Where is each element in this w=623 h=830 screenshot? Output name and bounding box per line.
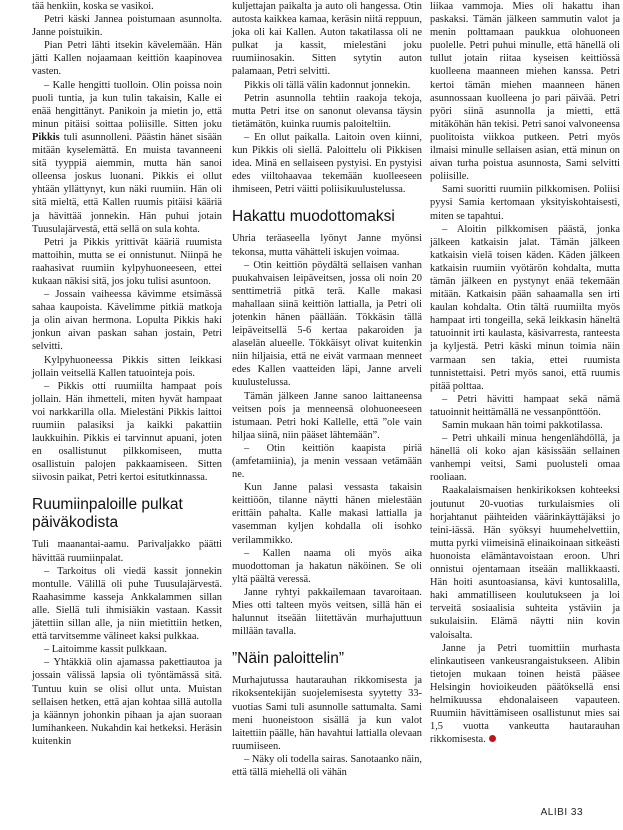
article-paragraph — [430, 183, 620, 222]
paragraph-text: – Otin keittiön kaapista piriä (amfetamiinia), ja menin vessaan vetämään ne. — [232, 442, 422, 481]
paragraph-text: – Petri hävitti hampaat sekä nämä tatuoinnit heittämällä ne vessanpönttöön. — [430, 393, 620, 418]
article-paragraph — [430, 432, 620, 484]
paragraph-text: – Näky oli todella sairas. Sanotaanko näin, että tällä miehellä oli vähän — [232, 753, 422, 778]
paragraph-text: kuljettajan paikalta ja auto oli hangessa. Otin autosta kaikkea kamaa, keräsin niitä reppuun, joka oli kai Kallen. Auton takatilassa oli ne pulkat ja kassit, mielestäni joku ruumiinosakin. Sitten sytytin auton palamaan, Petri selvitti. — [232, 1, 422, 78]
paragraph-text: Kylpyhuoneessa Pikkis sitten leikkasi jollain veitsellä Kallen tatuointeja pois. — [32, 354, 222, 379]
end-mark-icon — [489, 735, 496, 742]
paragraph-text: Sami suoritti ruumiin pilkkomisen. Poliisi pyysi Samia kertomaan yksityiskohtaisesti, miten se tapahtui. — [430, 184, 620, 222]
paragraph-text: – Tarkoitus oli viedä kassit jonnekin montulle. Välillä oli puhe Tuusulajärvestä. Raahasimme kasseja Ankkalammen sillan alle. Siellä tuli ihmisiäkin vastaan. Kassit jätettiin sillan alle, ja niin mietittiin hetken, että tarvitsemme välineet kaksi pulkkaa. — [32, 565, 222, 643]
paragraph-text: Petri käski Jannea poistumaan asunnolta. Janne poistuikin. — [32, 14, 222, 39]
article-paragraph — [430, 393, 620, 419]
paragraph-text: – Yhtäkkiä olin ajamassa pakettiautoa ja jossain välissä lapsia oli työntämässä sitä. Tuntuu kuin se olisi ollut unta. Muistan sellaisen hetken, että ajan kohtaa sillä autolla ja käännyn johonkin pihaan ja ajan suoraan lumihankeen. Nukahdin kai hetkeksi. Heräsin kuitenkin — [32, 657, 222, 747]
paragraph-text: Petri ja Pikkis yrittivät kääriä ruumista mattoihin, mutta se ei onnistunut. Niinpä he raahasivat ruumiin kylpyhuoneeseen, ettei kukaan näkisi sitä, jos joku tulisi asuntoon. — [32, 236, 222, 287]
article-paragraph — [232, 232, 422, 258]
article-paragraph — [430, 223, 620, 393]
article-column-3 — [430, 0, 620, 746]
article-paragraph — [232, 390, 422, 442]
article-paragraph — [232, 0, 422, 79]
section-heading: ”Näin paloittelin” — [232, 650, 344, 668]
article-paragraph — [232, 586, 422, 638]
article-paragraph — [430, 642, 620, 747]
paragraph-text: Pian Petri lähti itsekin kävelemään. Hän jätti Kallen nojaamaan keittiön kaapinovea vasten. — [32, 40, 222, 78]
paragraph-text: Murhajutussa hautarauhan rikkomisesta ja rikoksentekijän suojelemisesta syytetty 33-vuotias Sami tuli asunnolle sattumalta. Sami meni huoneistoon sisällä ja kun valot laitettiin päälle, hän havahtui lattialla olevaan ruumiiseen. — [232, 675, 422, 752]
article-paragraph — [32, 538, 222, 564]
paragraph-text: – Otin keittiön pöydältä sellaisen vanhan puukahvaisen leipäveitsen, jossa oli noin 20 senttimetriä pitkä terä. Kalle makasi mahallaan siinä keittiön lattialla, ja Petri oli jotenkin hänen päällään. Tökkäsin tällä leipäveitsellä 5-6 kertaa pakaroiden ja alaselän alueelle. Tökkäisyt olivat kuitenkin niin hiljaisia, että ne eivät varmaan menneet edes Kallen vaatteiden läpi, Janne arveli kuulustelussa. — [232, 259, 422, 389]
paragraph-text: – Laitoimme kassit pulkkaan. — [44, 644, 167, 656]
article-paragraph — [430, 0, 620, 183]
article-paragraph — [232, 131, 422, 196]
paragraph-text: Kun Janne palasi vessasta takaisin keittiöön, tilanne näytti hänen mielestään erittäin pahalta. Kalle makasi lattialla ja vasemman kyljen kohdalla oli isohko verilammikko. — [232, 482, 422, 546]
article-paragraph — [32, 288, 222, 353]
paragraph-text: tuli asunnolleni. Päästin hänet sisään mitään kyselemättä. En muista tavanneeni sitä tyyppiä aiemmin, mutta hän sanoi olleensa joskus luonani. Pikkis ei ollut yhtään yllättynyt, kun näki ruumiin. Hän oli sitä mieltä, että Kallen ruumis pitäisi kääriä ja hävittää jonnekin. Hän puhui jotain Tuusulajärvestä, että sellä on sula kohta. — [32, 131, 222, 235]
paragraph-text: liikaa vammoja. Mies oli hakattu ihan paskaksi. Tämän jälkeen sammutin valot ja menin polttamaan paukkua olohuoneen puolelle. Petri puhui minulle, että hänellä oli tullut jotain riitaa kyseisen keittiössä kuolleena maanneen miehen kanssa. Petri kertoi tämän miehen maanneen hänen asunnossaan kuolleena jo pari päivää. Petri pyöri siinä asunnolla ja mietti, että mitäköhän hän tekisi. Petri sanoi valvoneensa puolitoista viikkoa putkeen. Petri myös ilmaisi minulle sellaisen asian, että minun on aivan turha poistua asunnosta, Sami selvitti poliisille. — [430, 1, 620, 183]
article-paragraph — [430, 484, 620, 641]
article-paragraph — [232, 79, 422, 92]
article-paragraph — [32, 643, 222, 656]
article-paragraph — [232, 92, 422, 131]
paragraph-text: – Pikkis otti ruumiilta hampaat pois jollain. Hän ihmetteli, miten hyvät hampaat voi narkkarilla olla. Mielestäni Pikkis laittoi ruumiin palasiksi ja kaikki pakattiin laukkuihin. Pikkis ei tarvinnut apuani, joten en osallistunut pilkkomiseen, mutta osallistuin palojen pakkaamiseen. Sitten siivosin paikat, Petri kertoi esitutkinnassa. — [32, 380, 222, 484]
paragraph-text: Pikkis oli tällä välin kadonnut jonnekin. — [244, 79, 411, 91]
paragraph-text: Tuli maanantai-aamu. Parivaljakko päätti hävittää ruumiinpalat. — [32, 539, 222, 564]
article-paragraph — [32, 13, 222, 39]
article-paragraph — [32, 39, 222, 78]
paragraph-text: – Kalle hengitti tuolloin. Olin poissa noin puoli tuntia, ja kun tulin takaisin, Kalle ei enää hengittänyt. Panikoin ja mietin jo, että minun pitäisi soittaa poliisille. Sitten joku — [32, 79, 222, 130]
article-column-2 — [232, 0, 422, 779]
paragraph-text: Raakalaismaisen henkirikoksen kohteeksi joutunut 20-vuotias turkulaismies oli horjahtanut päihteiden väärinkäyttäjäksi jo teini-iässä. Hän syöksyi huumehelvettiin, mutta pyrki viimeisinä elinaikoinaan sitkeästi huonoista elämäntavoistaan eroon. Uhri onnistui ojentamaan itseään mallikkaasti. Hän hoiti asuntoasiansa, kävi kuntosalilla, haki ammatilliseen koulutukseen ja loi terveitä sosiaalisia suhteita ystäviin ja sukulaisiin. Elämä näytti niin kovin valoisalta. — [430, 485, 620, 641]
article-paragraph — [32, 380, 222, 485]
article-paragraph — [32, 354, 222, 380]
article-paragraph — [32, 0, 222, 13]
paragraph-text: Tämän jälkeen Janne sanoo laittaneensa veitsen pois ja menneensä olohuoneeseen istumaan. Petri hoki Kallelle, että ”ole vain hiljaa siinä, niin pääset lähtemään”. — [232, 390, 422, 441]
section-heading: Ruumiinpaloille pulkat päiväkodista — [32, 496, 183, 532]
paragraph-text: Samin mukaan hän toimi pakkotilassa. — [442, 420, 603, 431]
paragraph-text: Janne ja Petri tuomittiin murhasta elinkautiseen vankeusrangaistukseen. Alibin tietojen mukaan toinen heistä pääsee Helsingin hovioikeuden päätöksellä ensi helmikuussa ehdonalaiseen vapauteen. Ruumiin hävittämiseen osallistunut mies sai 1,5 vuotta vankeutta hautarauhan rikkomisesta. — [430, 642, 620, 746]
article-paragraph — [232, 547, 422, 586]
section-heading: Hakattu muodottomaksi — [232, 208, 395, 226]
article-column-1 — [32, 0, 222, 748]
article-paragraph — [430, 419, 620, 432]
paragraph-text: Janne ryhtyi pakkailemaan tavaroitaan. Mies otti talteen myös veitsen, sillä hän ei halunnut itseään liitettävän murhajuttuun millään tavalla. — [232, 586, 422, 638]
article-paragraph — [232, 442, 422, 481]
article-paragraph — [32, 656, 222, 748]
paragraph-text: – Petri uhkaili minua hengenlähdöllä, ja hänellä oli koko ajan käsissään sellainen vanhempi veitsi, Sami puolusteli omaa rooliaan. — [430, 433, 620, 484]
article-paragraph — [232, 481, 422, 546]
paragraph-text: Petrin asunnolla tehtiin raakoja tekoja, mutta Petri itse on sanonut olevansa täysin tietämätön, kuinka ruumis paloiteltiin. — [232, 92, 422, 130]
article-paragraph — [232, 753, 422, 779]
paragraph-text: – Jossain vaiheessa kävimme etsimässä sahaa kaupoista. Kävelimme pitkiä matkoja ja olin aivan hermona. Lopulta Pikkis haki jonkun aivan paskan sahan jostain, Petri selvitti. — [32, 289, 222, 353]
paragraph-text: Uhria teräaseella lyönyt Janne myönsi tekonsa, mutta vähätteli iskujen voimaa. — [232, 233, 422, 258]
paragraph-text: – En ollut paikalla. Laitoin oven kiinni, kun Pikkis oli siellä. Paloittelu oli Pikkisen idea. Minä en sellaiseen pystyisi. En pystyisi edes viiltohaavaa tekemään kuolleeseen ihmiseen, Petri väitti poliisikuulustelussa. — [232, 131, 422, 196]
page-footer: ALIBI 33 — [540, 807, 583, 818]
paragraph-text: – Aloitin pilkkomisen päästä, jonka jälkeen katkaisin jalat. Tämän jälkeen katkaisin vielä toisen käden. Käden jälkeen katkaisin ruumiin vyötärön kohdalta, mutta tämän jälkeen en pystynyt enää tekemään mitään. Katkaisin pään sahaamalla sen irti kaulan kohdalta. Otin tältä ruumiilta myös hampaat irti tongeilla, sekä leikkasin häneltä tatuoinnit irti kaulasta, käsivarresta, ranteesta ja kyljestä. Petri käski minun toimia näin varmaan sen takia, ettei ruumista tunnistettaisi. Petri myös sanoi, että ruumis pitää polttaa. — [430, 223, 620, 392]
article-paragraph — [32, 79, 222, 236]
article-paragraph — [232, 674, 422, 753]
article-paragraph — [32, 236, 222, 288]
bold-name: Pikkis — [32, 131, 60, 143]
paragraph-text: – Kallen naama oli myös aika muodottoman ja hakatun näköinen. Se oli yltä päältä veressä. — [232, 547, 422, 585]
paragraph-text: tää henkiin, koska se vasikoi. — [32, 1, 154, 12]
article-paragraph — [232, 259, 422, 390]
article-paragraph — [32, 565, 222, 644]
